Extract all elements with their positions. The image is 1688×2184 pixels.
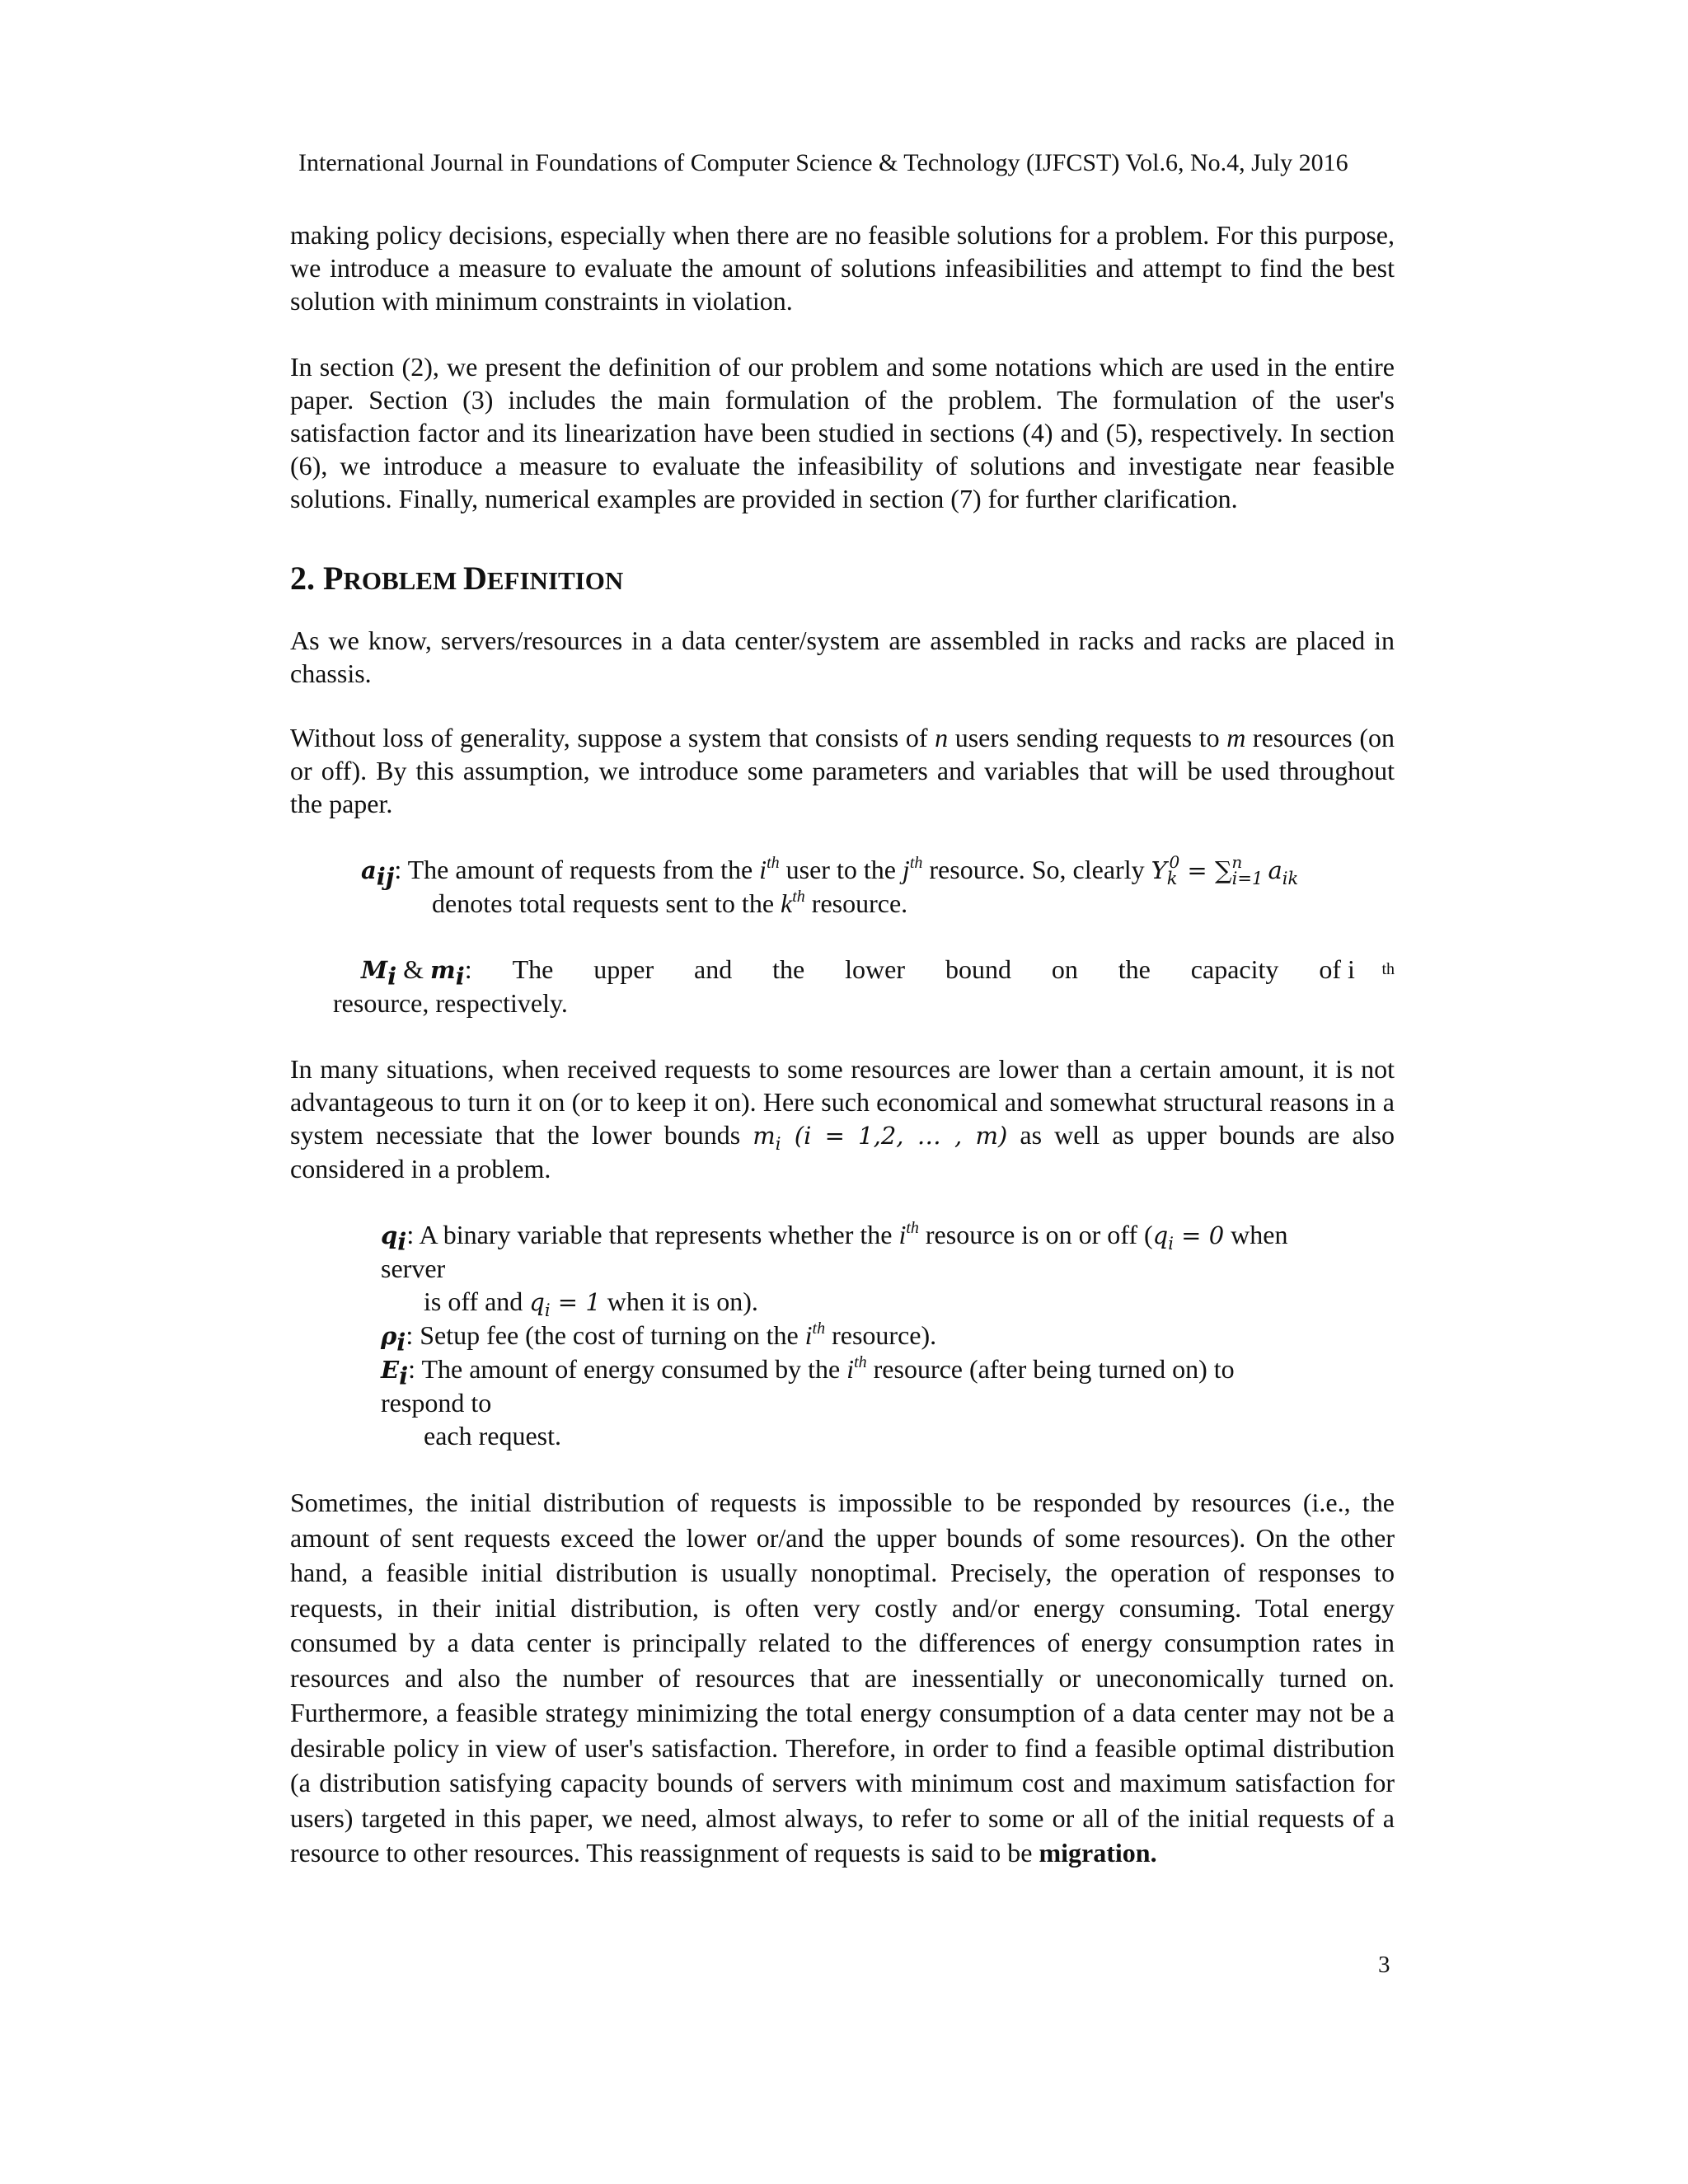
section-title: PROBLEM DEFINITION: [323, 560, 624, 597]
formula-total-requests: $Y_k^0 = \sum_{i=1}^n$ $a_{ik}$: [1151, 852, 1299, 888]
section-number: 2.: [290, 560, 315, 597]
definition-qi: $q_i$: A binary variable that represents whether the $i^{th}$ resource is on or off ($q_i = 0$ when server is off and $q_i = 1$ when it is on).: [381, 1219, 1288, 1320]
page-body: [290, 218, 1395, 1871]
section2-paragraph-1: As we know, servers/resources in a data center/system are assembled in racks and racks are placed in chassis.: [290, 626, 1395, 688]
section2-paragraph-3: In many situations, when received requests to some resources are lower than a certain amount, it is not advantageous to turn it on (or to keep it on). Here such economical and somewhat structural reasons in a system necessiate that the lower bounds $m_i$ (i = 1,2, … , m) as well as upper bounds are also considered in a problem.: [290, 1054, 1395, 1183]
section-heading: [290, 560, 1395, 599]
page-number: 3: [1378, 1952, 1390, 1978]
section2-paragraph-2: Without loss of generality, suppose a system that consists of n users sending requests to m resources (on or off). By this assumption, we introduce some parameters and variables that will be used throughout the paper.: [290, 723, 1395, 818]
intro-paragraph-2: In section (2), we present the definition of our problem and some notations which are used in the entire paper. Section (3) includes the main formulation of the problem. The formulation of the user's satisfaction factor and its linearization have been studied in sections (4) and (5), respectively. In section (6), we introduce a measure to evaluate the infeasibility of solutions and investigate near feasible solutions. Finally, numerical examples are provided in section (7) for further clarification.: [290, 352, 1395, 513]
definition-list: [290, 1218, 1395, 1452]
intro-paragraph-1: making policy decisions, especially when there are no feasible solutions for a problem. For this purpose, we introduce a measure to evaluate the amount of solutions infeasibilities and attempt to find the best solution with minimum constraints in violation.: [290, 220, 1395, 316]
definition-bounds: $M_i$ & $m_i$: The upper and the lower bound on the capacity of i th resource, respectively.: [333, 954, 1395, 1018]
definition-rhoi: $\rho_i$: Setup fee (the cost of turning on the $i^{th}$ resource).: [381, 1319, 937, 1357]
definition-ei: $E_i$: The amount of energy consumed by the $i^{th}$ resource (after being turned on) to respond to each request.: [381, 1353, 1235, 1451]
running-head: International Journal in Foundations of Computer Science & Technology (IJFCST) Vol.6, No.4, July 2016: [298, 149, 1348, 176]
definition-aij: $a_{ij}$: The amount of requests from the $i^{th}$ user to the $j^{th}$ resource. So, clearly $Y_k^0 = \sum_{i=1}^n$ $a_{ik}$ denotes total requests sent to the $k^{th}$ resource.: [361, 852, 1299, 918]
section2-paragraph-4: Sometimes, the initial distribution of requests is impossible to be responded by resources (i.e., the amount of sent requests exceed the lower or/and the upper bounds of some resources). On the other hand, a feasible initial distribution is usually nonoptimal. Precisely, the operation of responses to requests, in their initial distribution, is often very costly and/or energy consuming. Total energy consumed by a data center is principally related to the differences of energy consumption rates in resources and also the number of resources that are inessentially or uneconomically turned on. Furthermore, a feasible strategy minimizing the total energy consumption of a data center may not be a desirable policy in view of user's satisfaction. Therefore, in order to find a feasible optimal distribution (a distribution satisfying capacity bounds of servers with minimum cost and maximum satisfaction for users) targeted in this paper, we need, almost always, to refer to some or all of the initial requests of a resource to other resources. This reassignment of requests is said to be migration.: [290, 1488, 1395, 1868]
